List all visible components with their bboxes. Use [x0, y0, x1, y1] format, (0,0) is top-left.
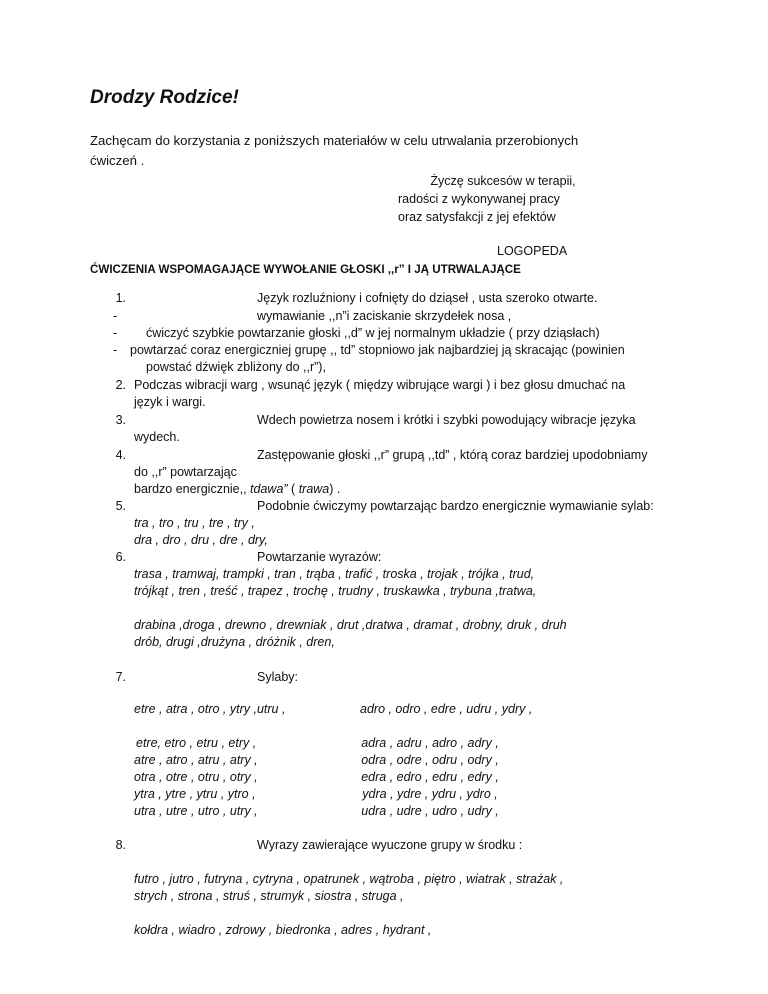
syllables-right-3: edra , edro , edru , edry ,	[361, 770, 499, 784]
wishes-line-2: radości z wykonywanej pracy	[398, 192, 560, 206]
exercise-6-line-3: trójkąt , tren , treść , trapez , trochę , trudny , truskawka , trybuna ,tratwa,	[134, 584, 537, 598]
exercise-4-line-3-a: bardzo energicznie,,	[134, 482, 251, 496]
exercise-4-line-3-c: (	[287, 482, 299, 496]
exercise-1-line-4: powtarzać coraz energiczniej grupę ,, td” stopniowo jak najbardziej ją skracając (powinien	[130, 343, 625, 357]
syllables-right-1: adra , adru , adro , adry ,	[361, 736, 499, 750]
syllables-left-3: otra , otre , otru , otry ,	[134, 770, 258, 784]
syllables-left-0: etre , atra , otro , ytry ,utru ,	[134, 702, 286, 716]
exercise-6-line-4: drabina ,droga , drewno , drewniak , drut ,dratwa , dramat , drobny, druk , druh	[134, 618, 567, 632]
syllables-right-5: udra , udre , udro , udry ,	[361, 804, 499, 818]
exercise-1-number: 1.	[115, 291, 126, 305]
exercise-4-line-3-d: trawa	[298, 482, 330, 496]
exercise-3-line-2: wydech.	[134, 430, 180, 444]
exercise-3-number: 3.	[115, 413, 126, 427]
exercise-2-line-2: język i wargi.	[134, 395, 206, 409]
exercise-6-line-5: drób, drugi ,drużyna , dróżnik , dren,	[134, 635, 335, 649]
exercise-7-label: Sylaby:	[257, 670, 298, 684]
exercise-1-line-1: Język rozluźniony i cofnięty do dziąseł , usta szeroko otwarte.	[257, 291, 598, 305]
syllables-left-2: atre , atro , atru , atry ,	[134, 753, 258, 767]
exercise-6-number: 6.	[115, 550, 126, 564]
exercise-4-line-3	[134, 482, 340, 496]
exercise-7-number: 7.	[115, 670, 126, 684]
exercise-4-line-2: do ,,r” powtarzając	[134, 465, 237, 479]
section-heading: ĆWICZENIA WSPOMAGAJĄCE WYWOŁANIE GŁOSKI ,,r” I JĄ UTRWALAJĄCE	[90, 263, 521, 276]
exercise-1-dash-1: -	[113, 309, 118, 323]
syllables-left-1: etre, etro , etru , etry ,	[136, 736, 257, 750]
exercise-4-line-3-b: tdawa”	[250, 482, 288, 496]
exercise-5-line-3: dra , dro , dru , dre , dry,	[134, 533, 268, 547]
intro-line-2: ćwiczeń .	[90, 153, 145, 168]
exercise-4-line-3-e: ) .	[329, 482, 341, 496]
exercise-1-dash-3: -	[113, 343, 118, 357]
exercise-5-line-1: Podobnie ćwiczymy powtarzając bardzo energicznie wymawianie sylab:	[257, 499, 654, 513]
exercise-4-number: 4.	[115, 448, 126, 462]
signature: LOGOPEDA	[497, 244, 568, 258]
wishes-line-1: Życzę sukcesów w terapii,	[430, 174, 576, 188]
exercise-1-dash-2: -	[113, 326, 118, 340]
exercise-2-number: 2.	[115, 378, 126, 392]
exercise-8-line-3: kołdra , wiadro , zdrowy , biedronka , adres , hydrant ,	[134, 923, 432, 937]
syllables-right-4: ydra , ydre , ydru , ydro ,	[362, 787, 498, 801]
syllables-left-4: ytra , ytre , ytru , ytro ,	[134, 787, 256, 801]
syllables-right-0: adro , odro , edre , udru , ydry ,	[360, 702, 533, 716]
syllables-left-5: utra , utre , utro , utry ,	[134, 804, 258, 818]
exercise-6-line-2: trasa , tramwaj, trampki , tran , trąba , trafić , troska , trojak , trójka , trud,	[134, 567, 535, 581]
exercise-3-line-1: Wdech powietrza nosem i krótki i szybki powodujący wibracje języka	[257, 413, 636, 427]
exercise-6-line-1: Powtarzanie wyrazów:	[257, 550, 382, 564]
exercise-8-number: 8.	[115, 838, 126, 852]
exercise-5-line-2: tra , tro , tru , tre , try ,	[134, 516, 255, 530]
exercise-8-line-2: strych , strona , struś , strumyk , siostra , struga ,	[134, 889, 404, 903]
syllables-right-2: odra , odre , odru , odry ,	[361, 753, 499, 767]
exercise-2-line-1: Podczas wibracji warg , wsunąć język ( między wibrujące wargi ) i bez głosu dmuchać na	[134, 378, 626, 392]
exercise-5-number: 5.	[115, 499, 126, 513]
exercise-1-line-5: powstać dźwięk zbliżony do ,,r”),	[146, 360, 326, 374]
wishes-line-3: oraz satysfakcji z jej efektów	[398, 210, 556, 224]
exercise-8-line-1: futro , jutro , futryna , cytryna , opatrunek , wątroba , piętro , wiatrak , strażak ,	[134, 872, 564, 886]
exercise-1-line-3: ćwiczyć szybkie powtarzanie głoski ,,d” w jej normalnym układzie ( przy dziąsłach)	[146, 326, 600, 340]
exercise-4-line-1: Zastępowanie głoski ,,r” grupą ,,td” , którą coraz bardziej upodobniamy	[257, 448, 648, 462]
exercise-1-line-2: wymawianie ,,n”i zaciskanie skrzydełek nosa ,	[257, 309, 512, 323]
exercise-8-label: Wyrazy zawierające wyuczone grupy w środku :	[257, 838, 523, 852]
intro-line-1: Zachęcam do korzystania z poniższych materiałów w celu utrwalania przerobionych	[90, 133, 579, 148]
page-title: Drodzy Rodzice!	[90, 87, 239, 108]
